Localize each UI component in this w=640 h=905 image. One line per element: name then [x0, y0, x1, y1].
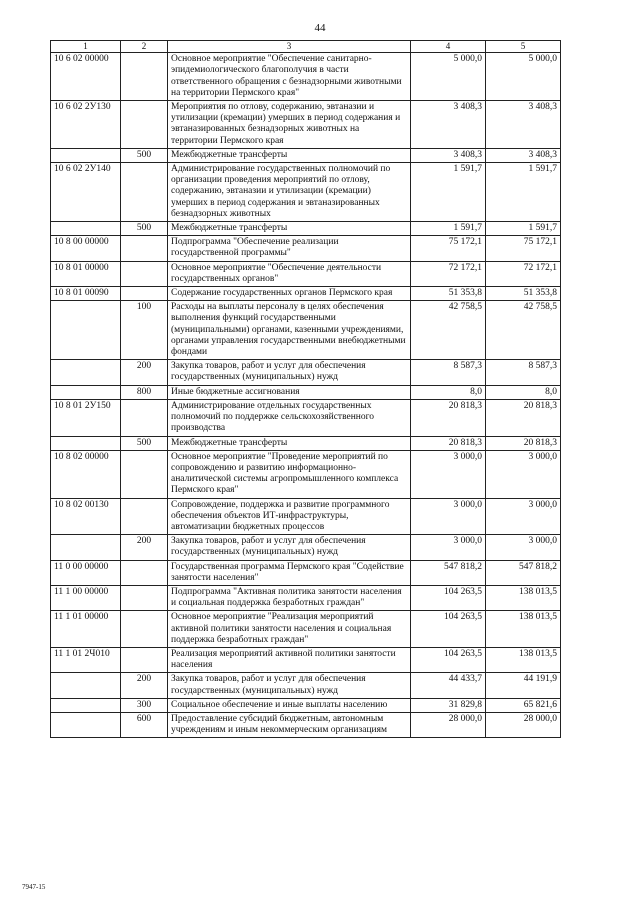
expense-type-cell [121, 399, 168, 436]
header-cell: 1 [51, 41, 121, 53]
expense-type-cell: 200 [121, 535, 168, 560]
description-cell: Основное мероприятие "Реализация мероприятий активной политики занятости населения и социальная поддержка безработных граждан" [168, 611, 411, 648]
description-cell: Закупка товаров, работ и услуг для обеспечения государственных (муниципальных) нужд [168, 535, 411, 560]
budget-code-cell: 11 1 01 00000 [51, 611, 121, 648]
budget-code-cell [51, 222, 121, 236]
budget-code-cell [51, 712, 121, 737]
table-row [51, 560, 561, 585]
amount-2015-cell: 75 172,1 [411, 236, 486, 261]
expense-type-cell: 500 [121, 148, 168, 162]
description-cell: Основное мероприятие "Проведение мероприятий по сопровождению и развитию информационно-аналитической системы агропромышленного комплекса Пермского края" [168, 450, 411, 498]
expense-type-cell [121, 53, 168, 101]
description-cell: Содержание государственных органов Пермского края [168, 287, 411, 301]
budget-code-cell [51, 535, 121, 560]
amount-2016-cell: 8 587,3 [486, 360, 561, 385]
header-row [51, 41, 561, 53]
description-cell: Государственная программа Пермского края "Содействие занятости населения" [168, 560, 411, 585]
budget-code-cell [51, 436, 121, 450]
budget-code-cell: 10 8 02 00130 [51, 498, 121, 535]
table-row [51, 287, 561, 301]
amount-2016-cell: 1 591,7 [486, 222, 561, 236]
budget-code-cell [51, 148, 121, 162]
header-cell: 5 [486, 41, 561, 53]
expense-type-cell [121, 450, 168, 498]
table-row [51, 611, 561, 648]
expense-type-cell [121, 647, 168, 672]
amount-2016-cell: 547 818,2 [486, 560, 561, 585]
table-row [51, 261, 561, 286]
description-cell: Иные бюджетные ассигнования [168, 385, 411, 399]
amount-2016-cell: 138 013,5 [486, 611, 561, 648]
description-cell: Закупка товаров, работ и услуг для обеспечения государственных (муниципальных) нужд [168, 360, 411, 385]
table-row [51, 712, 561, 737]
table-row [51, 498, 561, 535]
amount-2015-cell: 42 758,5 [411, 301, 486, 360]
expense-type-cell [121, 101, 168, 149]
amount-2016-cell: 20 818,3 [486, 436, 561, 450]
description-cell: Межбюджетные трансферты [168, 436, 411, 450]
budget-code-cell: 10 8 01 2У150 [51, 399, 121, 436]
amount-2015-cell: 44 433,7 [411, 673, 486, 698]
header-cell: 4 [411, 41, 486, 53]
description-cell: Основное мероприятие "Обеспечение деятельности государственных органов" [168, 261, 411, 286]
expense-type-cell [121, 585, 168, 610]
description-cell: Сопровождение, поддержка и развитие программного обеспечения объектов ИТ-инфраструктуры, автоматизации бюджетных процессов [168, 498, 411, 535]
amount-2016-cell: 3 408,3 [486, 101, 561, 149]
expense-type-cell: 300 [121, 698, 168, 712]
table-row [51, 222, 561, 236]
amount-2015-cell: 104 263,5 [411, 647, 486, 672]
table-row [51, 163, 561, 222]
table-row [51, 399, 561, 436]
page-number: 44 [314, 22, 326, 34]
amount-2016-cell: 138 013,5 [486, 647, 561, 672]
amount-2016-cell: 65 821,6 [486, 698, 561, 712]
budget-code-cell [51, 301, 121, 360]
budget-code-cell: 11 1 01 2Ч010 [51, 647, 121, 672]
expense-type-cell [121, 163, 168, 222]
amount-2016-cell: 51 353,8 [486, 287, 561, 301]
description-cell: Мероприятия по отлову, содержанию, эвтаназии и утилизации (кремации) умерших в период содержания и эвтаназированных безнадзорных животных на территории Пермского края [168, 101, 411, 149]
table-row [51, 673, 561, 698]
table-row [51, 385, 561, 399]
amount-2015-cell: 3 000,0 [411, 535, 486, 560]
expense-type-cell [121, 560, 168, 585]
description-cell: Администрирование отдельных государственных полномочий по поддержке сельскохозяйственного производства [168, 399, 411, 436]
budget-code-cell [51, 698, 121, 712]
budget-code-cell [51, 385, 121, 399]
amount-2015-cell: 20 818,3 [411, 399, 486, 436]
description-cell: Предоставление субсидий бюджетным, автономным учреждениям и иным некоммерческим организациям [168, 712, 411, 737]
budget-table [50, 40, 561, 738]
expense-type-cell [121, 287, 168, 301]
amount-2015-cell: 31 829,8 [411, 698, 486, 712]
expense-type-cell: 500 [121, 436, 168, 450]
header-cell: 2 [121, 41, 168, 53]
budget-code-cell: 10 6 02 2У130 [51, 101, 121, 149]
description-cell: Реализация мероприятий активной политики занятости населения [168, 647, 411, 672]
expense-type-cell [121, 261, 168, 286]
expense-type-cell: 600 [121, 712, 168, 737]
budget-code-cell: 10 6 02 00000 [51, 53, 121, 101]
expense-type-cell: 800 [121, 385, 168, 399]
amount-2016-cell: 5 000,0 [486, 53, 561, 101]
amount-2016-cell: 138 013,5 [486, 585, 561, 610]
table-row [51, 236, 561, 261]
amount-2015-cell: 28 000,0 [411, 712, 486, 737]
footer-code: 7947-15 [22, 883, 46, 891]
amount-2016-cell: 42 758,5 [486, 301, 561, 360]
table-row [51, 535, 561, 560]
budget-code-cell [51, 360, 121, 385]
amount-2015-cell: 3 408,3 [411, 101, 486, 149]
table-row [51, 53, 561, 101]
amount-2015-cell: 1 591,7 [411, 163, 486, 222]
budget-code-cell: 10 8 00 00000 [51, 236, 121, 261]
budget-code-cell [51, 673, 121, 698]
budget-code-cell: 10 8 01 00090 [51, 287, 121, 301]
table-row [51, 450, 561, 498]
budget-code-cell: 11 0 00 00000 [51, 560, 121, 585]
amount-2016-cell: 28 000,0 [486, 712, 561, 737]
table-row [51, 698, 561, 712]
description-cell: Основное мероприятие "Обеспечение санитарно-эпидемиологического благополучия в части ответственного обращения с безнадзорными животными на территории Пермского края" [168, 53, 411, 101]
amount-2015-cell: 20 818,3 [411, 436, 486, 450]
amount-2015-cell: 547 818,2 [411, 560, 486, 585]
amount-2015-cell: 1 591,7 [411, 222, 486, 236]
table-row [51, 148, 561, 162]
amount-2016-cell: 8,0 [486, 385, 561, 399]
amount-2015-cell: 104 263,5 [411, 585, 486, 610]
budget-code-cell: 10 8 01 00000 [51, 261, 121, 286]
amount-2015-cell: 3 000,0 [411, 498, 486, 535]
expense-type-cell [121, 498, 168, 535]
amount-2015-cell: 3 000,0 [411, 450, 486, 498]
amount-2015-cell: 8,0 [411, 385, 486, 399]
amount-2016-cell: 44 191,9 [486, 673, 561, 698]
header-cell: 3 [168, 41, 411, 53]
description-cell: Администрирование государственных полномочий по организации проведения мероприятий по отлову, содержанию, эвтаназии и утилизации (кремации) умерших в период содержания и эвтаназированных безнадзорных животных [168, 163, 411, 222]
table-row [51, 301, 561, 360]
amount-2015-cell: 104 263,5 [411, 611, 486, 648]
amount-2015-cell: 8 587,3 [411, 360, 486, 385]
amount-2015-cell: 5 000,0 [411, 53, 486, 101]
table-row [51, 436, 561, 450]
budget-code-cell: 10 8 02 00000 [51, 450, 121, 498]
amount-2016-cell: 75 172,1 [486, 236, 561, 261]
expense-type-cell: 500 [121, 222, 168, 236]
expense-type-cell: 200 [121, 360, 168, 385]
description-cell: Межбюджетные трансферты [168, 222, 411, 236]
amount-2016-cell: 72 172,1 [486, 261, 561, 286]
amount-2016-cell: 20 818,3 [486, 399, 561, 436]
description-cell: Подпрограмма "Активная политика занятости населения и социальная поддержка безработных граждан" [168, 585, 411, 610]
amount-2016-cell: 3 000,0 [486, 498, 561, 535]
description-cell: Социальное обеспечение и иные выплаты населению [168, 698, 411, 712]
amount-2016-cell: 3 408,3 [486, 148, 561, 162]
description-cell: Расходы на выплаты персоналу в целях обеспечения выполнения функций государственными (муниципальными) органами, казенными учреждениями, органами управления государственными внебюджетными фондами [168, 301, 411, 360]
budget-code-cell: 11 1 00 00000 [51, 585, 121, 610]
amount-2016-cell: 1 591,7 [486, 163, 561, 222]
expense-type-cell [121, 611, 168, 648]
expense-type-cell [121, 236, 168, 261]
amount-2015-cell: 3 408,3 [411, 148, 486, 162]
description-cell: Межбюджетные трансферты [168, 148, 411, 162]
amount-2015-cell: 51 353,8 [411, 287, 486, 301]
table-row [51, 585, 561, 610]
description-cell: Закупка товаров, работ и услуг для обеспечения государственных (муниципальных) нужд [168, 673, 411, 698]
amount-2016-cell: 3 000,0 [486, 535, 561, 560]
expense-type-cell: 200 [121, 673, 168, 698]
table-row [51, 360, 561, 385]
expense-type-cell: 100 [121, 301, 168, 360]
amount-2016-cell: 3 000,0 [486, 450, 561, 498]
description-cell: Подпрограмма "Обеспечение реализации государственной программы" [168, 236, 411, 261]
table-row [51, 647, 561, 672]
budget-code-cell: 10 6 02 2У140 [51, 163, 121, 222]
table-row [51, 101, 561, 149]
amount-2015-cell: 72 172,1 [411, 261, 486, 286]
